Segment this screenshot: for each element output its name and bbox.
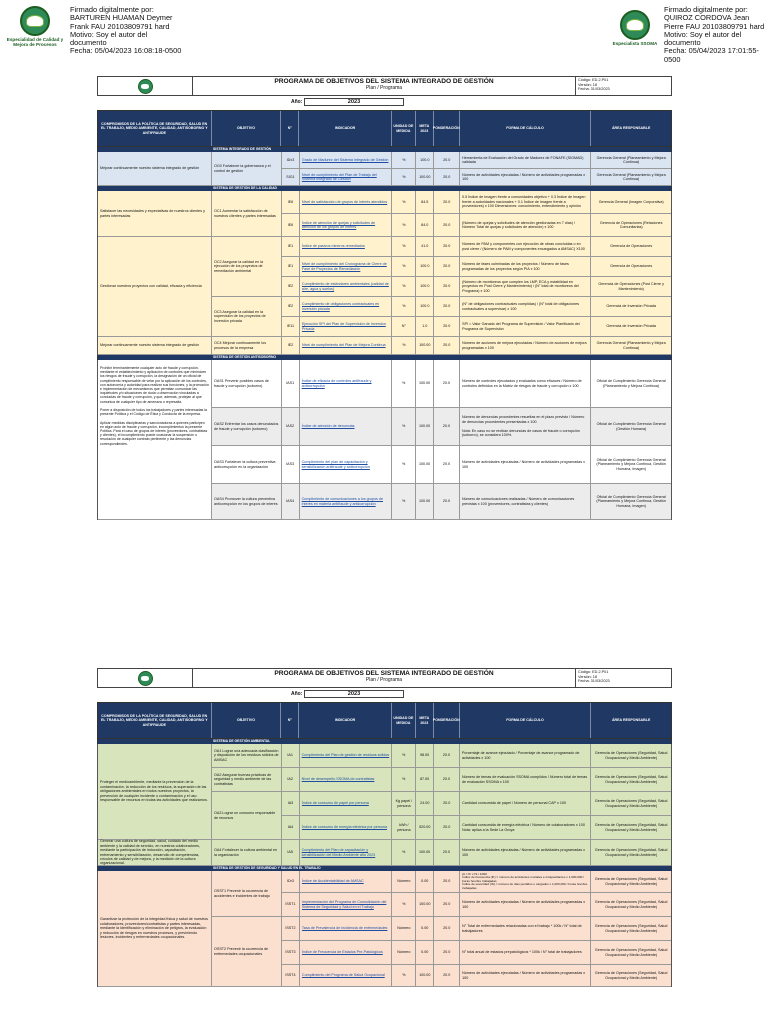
document-header bbox=[97, 668, 672, 688]
program-page-1 bbox=[97, 76, 672, 520]
table-row: OAS2 Enfrentar los casos denunciados de fraude y corrupción (soborno) IAS2 Índice de atención de denuncias % 100.00 20.0 Número de denuncias procedentes resueltas en el plazo previsto / Número de denuncias procedentes presentadas x 100 Nota: En caso no se reciban denuncias de casos de fraude o corrupción (soborno), se considera 100%. Oficial de Cumplimiento Gerencia General (Gestión Humana) bbox=[212, 408, 671, 446]
indicator-link[interactable]: Nivel de cumplimiento del Plan de Trabajo del Sistema Integrado de Gestión bbox=[301, 172, 377, 181]
indicator-link[interactable]: Cumplimiento de comunicaciones a los grupos de interés en materia antifraude y anticorrupción bbox=[301, 497, 383, 506]
indicator-link[interactable]: Implementación del Programa de Consolidación del Sistema de Seguridad y Salud en el Trabajo bbox=[301, 900, 387, 909]
column-header: OBJETIVO bbox=[212, 111, 282, 146]
table-row: IE6 Índice de atención de quejas y solicitudes de atención de los grupos de interés % 84.0 20.0 (Número de quejas y solicitudes de atención gestionadas en 7 días) / Número Total de quejas y solicitudes de atención) x 100 Gerencia de Operaciones (Relaciones Comunitarias) bbox=[282, 214, 671, 237]
document-subtitle: Plan / Programa bbox=[365, 677, 403, 683]
indicator-link[interactable]: Índice de Frecuencia de Estados Pre-Patológicos bbox=[301, 950, 383, 955]
commitment-cell: Mejorar continuamente nuestro sistema integrado de gestión bbox=[98, 152, 212, 186]
column-header: ÁREA RESPONSABLE bbox=[611, 718, 651, 723]
commitment-cell: Gestionar nuestros proyectos con calidad, eficacia y eficiencia bbox=[98, 237, 212, 337]
objective-cell: OC2 Asegurar la calidad en la ejecución de los proyectos de remediación ambiental bbox=[212, 237, 282, 297]
column-header: OBJETIVO bbox=[212, 703, 282, 738]
table-row: ISST4 Cumplimiento del Programa de Salud Ocupacional % 100.00 20.0 Número de actividades ejecutadas / Número de actividades programadas x 100 Gerencia de Operaciones (Seguridad, Salud Ocupacional y Medio Ambiente) bbox=[282, 965, 671, 987]
objective-cell: OSST1 Prevenir la ocurrencia de accidentes e incidentes de trabajo bbox=[212, 871, 282, 917]
table-row: OA1 Lograr una adecuada clasificación y disposición de los residuos sólidos de AMSAC IA1 Cumplimiento del Plan de gestión de residuos sólidos % 98.00 20.0 Porcentaje de avance ejecutado / Porcentaje de avance programado de actividades x 100 Gerencia de Operaciones (Seguridad, Salud Ocupacional y Medio Ambiente) bbox=[212, 744, 671, 768]
table-row: IDr3 Índice de Accidentabilidad de AMSAC Número 0.00 20.0 IA = IF x IS / 1000 Índice de frecuencia (IF) = número de accidentes mortales e incapacitantes x 1,000,000 / horas hombre trabajadas Índice de severidad (IS) = número de días perdidos o cargados x 1,000,000 / horas hombre trabajadas Gerencia de Operaciones (Seguridad, Salud Ocupacional y Medio Ambiente) bbox=[282, 871, 671, 893]
indicator-link[interactable]: Índice de consumo de energía eléctrica por persona bbox=[301, 825, 387, 830]
program-page-2 bbox=[97, 668, 672, 987]
indicator-link[interactable]: Cumplimiento del Plan de gestión de residuos sólidos bbox=[301, 753, 390, 758]
company-logo: Especialidad de Calidad y Mejora de Procesos bbox=[5, 6, 65, 56]
table-row: IE11 Ejecución SPI del Plan de Supervisión de Inversión Privada N° 1.0 20.0 SPI = Valor Ganado del Programa de Supervisión / Valor Planificado del Programa de Supervisión Gerencia de Inversión Privada bbox=[282, 317, 671, 337]
document-header bbox=[97, 76, 672, 96]
indicator-link[interactable]: Nivel de cumplimiento del Plan de Mejora Continua bbox=[301, 343, 386, 348]
indicator-link[interactable]: Nivel de cumplimiento del Cronograma de Cierre de Fase de Proyectos de Remediación bbox=[301, 262, 387, 271]
signature-text: Firmado digitalmente por: QUIROZ CORDOVA Jean Pierre FAU 20103809791 hard Motivo: Soy el autor del documento Fecha: 05/04/2023 17:01:55-0500 bbox=[664, 5, 765, 64]
table-row: IE6 Nivel de satisfacción de grupos de interés atendidos % 84.5 20.0 0.5 Índice de Imagen frente a comunidades objetivo + 0.3 Índice de Imagen frente a autoridades nacionales + 0.1 Índice de Imagen frente a proveedores) x 100 Dimensiones: conocimiento, entendimiento y opinión Gerencia General (Imagen Corporativa) bbox=[282, 191, 671, 214]
objective-cell: OC3 Asegurar la calidad en la supervisión de los proyectos de inversión privada bbox=[212, 297, 282, 337]
column-header: INDICADOR bbox=[299, 703, 392, 738]
commitment-cell: Generar una cultura de seguridad, salud, cuidado del medio ambiente y la calidad de servicio, en nuestros colaboradores, mediante la participación de inducción, capacitación, entrenamiento y sensibilización, desarrollo de competencias, círculos de calidad y de mejora, y la medición de la cultura organizacional. bbox=[98, 840, 212, 866]
table-row: SIG1 Nivel de cumplimiento del Plan de Trabajo del Sistema Integrado de Gestión % 100.00 20.0 Número de actividades ejecutadas / Número de actividades programadas x 100 Gerencia General (Planeamiento y Mejora Continua) bbox=[282, 169, 671, 186]
table-row: IE1 Índice de pasivos mineros remediados % 41.0 20.0 Número de PAM y componentes con ejecución de obras concluidas o en post cierre / (Número de PAM y componentes encargados a AMSAC) X100 Gerencia de Operaciones bbox=[282, 237, 671, 257]
column-header: N° bbox=[281, 111, 299, 146]
table-row: OA4 Fortalecer la cultura ambiental en la organización IA5 Cumplimiento del Plan de capacitación y sensibilización del Medio Ambiente año 2023 % 100.00 20.0 Número de actividades ejecutadas / Número de actividades programadas x 100 Gerencia de Operaciones (Seguridad, Salud Ocupacional y Medio Ambiente) bbox=[212, 840, 671, 866]
table-row: ISST3 Índice de Frecuencia de Estados Pre-Patológicos Número 0.00 20.0 N° total anual de estados prepatológicos * 100k / N° total de trabajadores Gerencia de Operaciones (Seguridad, Salud Ocupacional y Medio Ambiente) bbox=[282, 941, 671, 965]
indicator-link[interactable]: Índice de eficacia de controles antifraude y anticorrupción bbox=[301, 379, 372, 388]
commitment-cell: Garantizar la protección de la integridad física y salud de nuestros colaboradores, proveedores/contratistas y partes interesadas, mediante la identificación y eliminación de peligros, la evaluación y reducción de riesgos en nuestros procesos, y previniendo lesiones, incidentes y enfermedades ocupacionales. bbox=[98, 871, 212, 987]
section-band: SISTEMA DE GESTIÓN AMBIENTAL bbox=[97, 739, 672, 744]
indicator-link[interactable]: Cumplimiento del plan de capacitación y sensibilización antifraude y anticorrupción bbox=[301, 460, 370, 469]
column-header: META 2023 bbox=[416, 111, 434, 146]
table-row: OA2 Asegurar buenas prácticas de seguridad y medio ambiente de las contratistas IA2 Nivel de desempeño SSOMA de contratistas % 87.00 20.0 Número de temas de evaluación SSOMA cumplidos / Número total de temas de evaluación SSOMA x 100 Gerencia de Operaciones (Seguridad, Salud Ocupacional y Medio Ambiente) bbox=[212, 768, 671, 792]
indicator-link[interactable]: Índice de atención de denuncias bbox=[301, 424, 355, 429]
table-row: IA3 Índice de consumo de papel por persona Kg papel / persona 24.00 20.0 Cantidad consumida de papel / Número de personal CAP x 100 Gerencia de Operaciones (Seguridad, Salud Ocupacional y Medio Ambiente) bbox=[282, 792, 671, 816]
section-band: SISTEMA DE GESTIÓN ANTISOBORNO bbox=[97, 355, 672, 360]
section-band: SISTEMA DE GESTIÓN DE SEGURIDAD Y SALUD EN EL TRABAJO bbox=[97, 866, 672, 871]
table-header bbox=[97, 110, 672, 147]
indicator-link[interactable]: Nivel de satisfacción de grupos de interés atendidos bbox=[301, 199, 388, 204]
indicator-link[interactable]: Cumplimiento de estándares ambientales (calidad de aire, agua y suelos) bbox=[301, 282, 389, 291]
table-row: OAS1 Prevenir posibles casos de fraude y corrupción (soborno) IAS1 Índice de eficacia de controles antifraude y anticorrupción % 100.00 20.0 Número de controles ejecutados y evaluados como eficaces / Número de controles definidos en la Matriz de riesgos de fraude y corrupción x 100 Oficial de Cumplimiento Gerencia General (Planeamiento y Mejora Continua) bbox=[212, 360, 671, 408]
section-band: SISTEMA INTEGRADO DE GESTIÓN bbox=[97, 147, 672, 152]
indicator-link[interactable]: Índice de consumo de papel por persona bbox=[301, 801, 369, 806]
objective-cell: OSST2 Prevenir la ocurrencia de enfermedades ocupacionales bbox=[212, 917, 282, 987]
column-header: PONDERACIÓN bbox=[434, 111, 460, 146]
table-row: OAS4 Promover la cultura preventiva anticorrupción en los grupos de interés IAS4 Cumplimiento de comunicaciones a los grupos de interés en materia antifraude y anticorrupción % 100.00 20.0 Número de comunicaciones realizadas / Número de comunicaciones previstas x 100 (proveedores, contratistas y clientes) Oficial de Cumplimiento Gerencia General (Planeamiento y Mejora Continua, Gestión Humana, Imagen) bbox=[212, 484, 671, 520]
table-row: ISST2 Tasa de Prevalencia de incidencia de enfermedades Número 0.00 20.0 N° Total de enfermedades relacionadas con el trabajo * 100k / N° total de trabajadores Gerencia de Operaciones (Seguridad, Salud Ocupacional y Medio Ambiente) bbox=[282, 917, 671, 941]
company-logo-icon bbox=[138, 79, 153, 94]
document-meta: Código: ED.2.P01 Versión: 18 Fecha: 31/03/2023 bbox=[578, 670, 610, 684]
document-title: PROGRAMA DE OBJETIVOS DEL SISTEMA INTEGRADO DE GESTIÓN bbox=[274, 78, 494, 85]
company-logo-icon bbox=[138, 671, 153, 686]
document-subtitle: Plan / Programa bbox=[365, 85, 403, 91]
commitment-cell: Mejorar continuamente nuestro sistema integrado de gestión bbox=[98, 337, 212, 355]
document-meta: Código: ED.2.P01 Versión: 18 Fecha: 31/03/2023 bbox=[578, 78, 610, 92]
year-label: Año: bbox=[291, 691, 303, 697]
objective-cell: OC4 Mejorar continuamente los procesos de la empresa bbox=[212, 337, 282, 355]
indicator-link[interactable]: Índice de pasivos mineros remediados bbox=[301, 244, 365, 249]
column-header: COMPROMISOS DE LA POLÍTICA DE SEGURIDAD, SALUD EN EL TRABAJO, MEDIO AMBIENTE, CALIDAD, ANTISOBORNO Y ANTIFRAUDE bbox=[98, 703, 212, 738]
indicator-link[interactable]: Índice de atención de quejas y solicitudes de atención de los grupos de interés bbox=[301, 220, 376, 229]
commitment-cell: Proteger el medioambiente, mediante la prevención de la contaminación, la reducción de los residuos, la superación de las obligaciones ambientales en todos nuestros proyectos, la prevención de cualquier incidente o contaminación y el uso responsable de recursos en todas las actividades que realizamos. bbox=[98, 744, 212, 840]
document-title: PROGRAMA DE OBJETIVOS DEL SISTEMA INTEGRADO DE GESTIÓN bbox=[274, 670, 494, 677]
table-row: ISST1 Implementación del Programa de Consolidación del Sistema de Seguridad y Salud en el Trabajo % 100.00 20.0 Número de actividades ejecutadas / Número de actividades programadas x 100 Gerencia de Operaciones (Seguridad, Salud Ocupacional y Medio Ambiente) bbox=[282, 893, 671, 917]
column-header: META 2023 bbox=[416, 703, 434, 738]
indicator-link[interactable]: Cumplimiento del Plan de capacitación y sensibilización del Medio Ambiente año 2023 bbox=[301, 848, 376, 857]
year-value: 2023 bbox=[304, 690, 404, 698]
company-logo: Especialista SSOMA bbox=[610, 10, 660, 60]
table-row: IDx3 Grado de Madurez del Sistema Integrado de Gestión % 100.0 20.0 Herramienta de Evaluación del Grado de Madurez de FONAFE (SIGMAD) validada Gerencia General (Planeamiento y Mejora Continua) bbox=[282, 152, 671, 169]
objective-cell: OC1 Aumentar la satisfacción de nuestros clientes y partes interesadas bbox=[212, 191, 282, 237]
table-row: IE2 Cumplimiento de obligaciones contractuales en inversión privada % 100.0 20.0 (N° de obligaciones contractuales cumplidas) / (N° total de obligaciones contractuales a supervisar) x 100 Gerencia de Inversión Privada bbox=[282, 297, 671, 317]
year-label: Año: bbox=[291, 99, 303, 105]
commitment-cell: Satisfacer las necesidades y expectativas de nuestros clientes y partes interesadas bbox=[98, 191, 212, 237]
indicator-link[interactable]: Ejecución SPI del Plan de Supervisión de Inversión Privada bbox=[301, 322, 386, 331]
indicator-link[interactable]: Cumplimiento de obligaciones contractuales en inversión privada bbox=[301, 302, 380, 311]
section-band: SISTEMA DE GESTIÓN DE LA CALIDAD bbox=[97, 186, 672, 191]
column-header: N° bbox=[281, 703, 299, 738]
table-row: IE2 Cumplimiento de estándares ambientales (calidad de aire, agua y suelos) % 100.0 20.0 (Número de monitoreos que cumplen los LMP, ECA y estabilidad en proyectos en Post Cierre y Mantenimiento) / (N° total de monitoreos del Programa) x 100 Gerencia de Operaciones (Post Cierre y Mantenimiento) bbox=[282, 277, 671, 297]
column-header: FORMA DE CÁLCULO bbox=[460, 111, 592, 146]
column-header: ÁREA RESPONSABLE bbox=[611, 126, 651, 131]
indicator-link[interactable]: Cumplimiento del Programa de Salud Ocupacional bbox=[301, 973, 385, 978]
indicator-link[interactable]: Nivel de desempeño SSOMA de contratistas bbox=[301, 777, 375, 782]
table-header bbox=[97, 702, 672, 739]
column-header: UNIDAD DE MEDIDA bbox=[392, 703, 416, 738]
column-header: INDICADOR bbox=[299, 111, 392, 146]
objective-cell: OG0 Fortalecer la gobernanza y el control de gestión bbox=[212, 152, 282, 186]
year-value: 2023 bbox=[304, 98, 404, 106]
objective-cell: OA3 Lograr un consumo responsable de recursos bbox=[212, 792, 282, 840]
commitment-cell: Prohibir terminantemente cualquier acto de fraude y corrupción, mediante el establecimiento y aplicación de controles que minimicen los riesgos de fraude y corrupción, la designación de un oficial de cumplimiento responsable de velar por la aplicación de los controles, con autonomía y autoridad para realizar sus funciones, y la promoción e implementación de mecanismos que permitan comunicar las inquietudes y/o situaciones de duda u observación vinculadas a conductas de fraude y corrupción, y que, además, protejan al que comunica de cualquier tipo de amenaza o represalia. Poner a disposición de todos los trabajadores y partes interesadas la presente Política y el Código de Ética y Conducta de la empresa. Aplicar medidas disciplinarias y sancionadoras a quienes participen en algún acto de fraude y corrupción, incumplimientos la presente Política. Para el caso de grupos de interés (proveedores, contratistas y clientes), el incumplimiento puede ocasionar la suspensión o resolución de cualquier contrato pertinente y las denuncias correspondientes. bbox=[98, 360, 212, 520]
indicator-link[interactable]: Tasa de Prevalencia de incidencia de enfermedades bbox=[301, 926, 388, 931]
column-header: PONDERACIÓN bbox=[434, 703, 460, 738]
signature-text: Firmado digitalmente por: BARTUREN HUAMAN Deymer Frank FAU 20103809791 hard Motivo: Soy el autor del documento Fecha: 05/04/2023 16:08:18-0500 bbox=[70, 5, 182, 56]
table-row: IE2 Nivel de cumplimiento del Plan de Mejora Continua % 100.00 20.0 Número de acciones de mejora ejecutadas / Número de acciones de mejora programadas x 100 Gerencia General (Planeamiento y Mejora Continua) bbox=[282, 337, 671, 355]
table-row: IA4 Índice de consumo de energía eléctrica por persona kWh / persona 520.00 20.0 Cantidad consumida de energía eléctrica / Número de colaboradores x 100 Nota: aplica a la Sede La Oroya Gerencia de Operaciones (Seguridad, Salud Ocupacional y Medio Ambiente) bbox=[282, 816, 671, 840]
indicator-link[interactable]: Grado de Madurez del Sistema Integrado de Gestión bbox=[301, 157, 389, 162]
column-header: UNIDAD DE MEDIDA bbox=[392, 111, 416, 146]
indicator-link[interactable]: Índice de Accidentabilidad de AMSAC bbox=[301, 879, 364, 884]
table-row: OAS3 Fortalecer la cultura preventiva anticorrupción en la organización IAS3 Cumplimiento del plan de capacitación y sensibilización antifraude y anticorrupción % 100.00 20.0 Número de actividades ejecutadas / Número de actividades programadas x 100 Oficial de Cumplimiento Gerencia General (Planeamiento y Mejora Continua, Gestión Humana, Imagen) bbox=[212, 446, 671, 484]
column-header: COMPROMISOS DE LA POLÍTICA DE SEGURIDAD, SALUD EN EL TRABAJO, MEDIO AMBIENTE, CALIDAD, ANTISOBORNO Y ANTIFRAUDE bbox=[98, 111, 212, 146]
column-header: FORMA DE CÁLCULO bbox=[460, 703, 592, 738]
table-row: IE1 Nivel de cumplimiento del Cronograma de Cierre de Fase de Proyectos de Remediación % 100.0 20.0 Número de fases culminadas de los proyectos / Número de fases programadas de los proyectos según PIA x 100 Gerencia de Operaciones bbox=[282, 257, 671, 277]
